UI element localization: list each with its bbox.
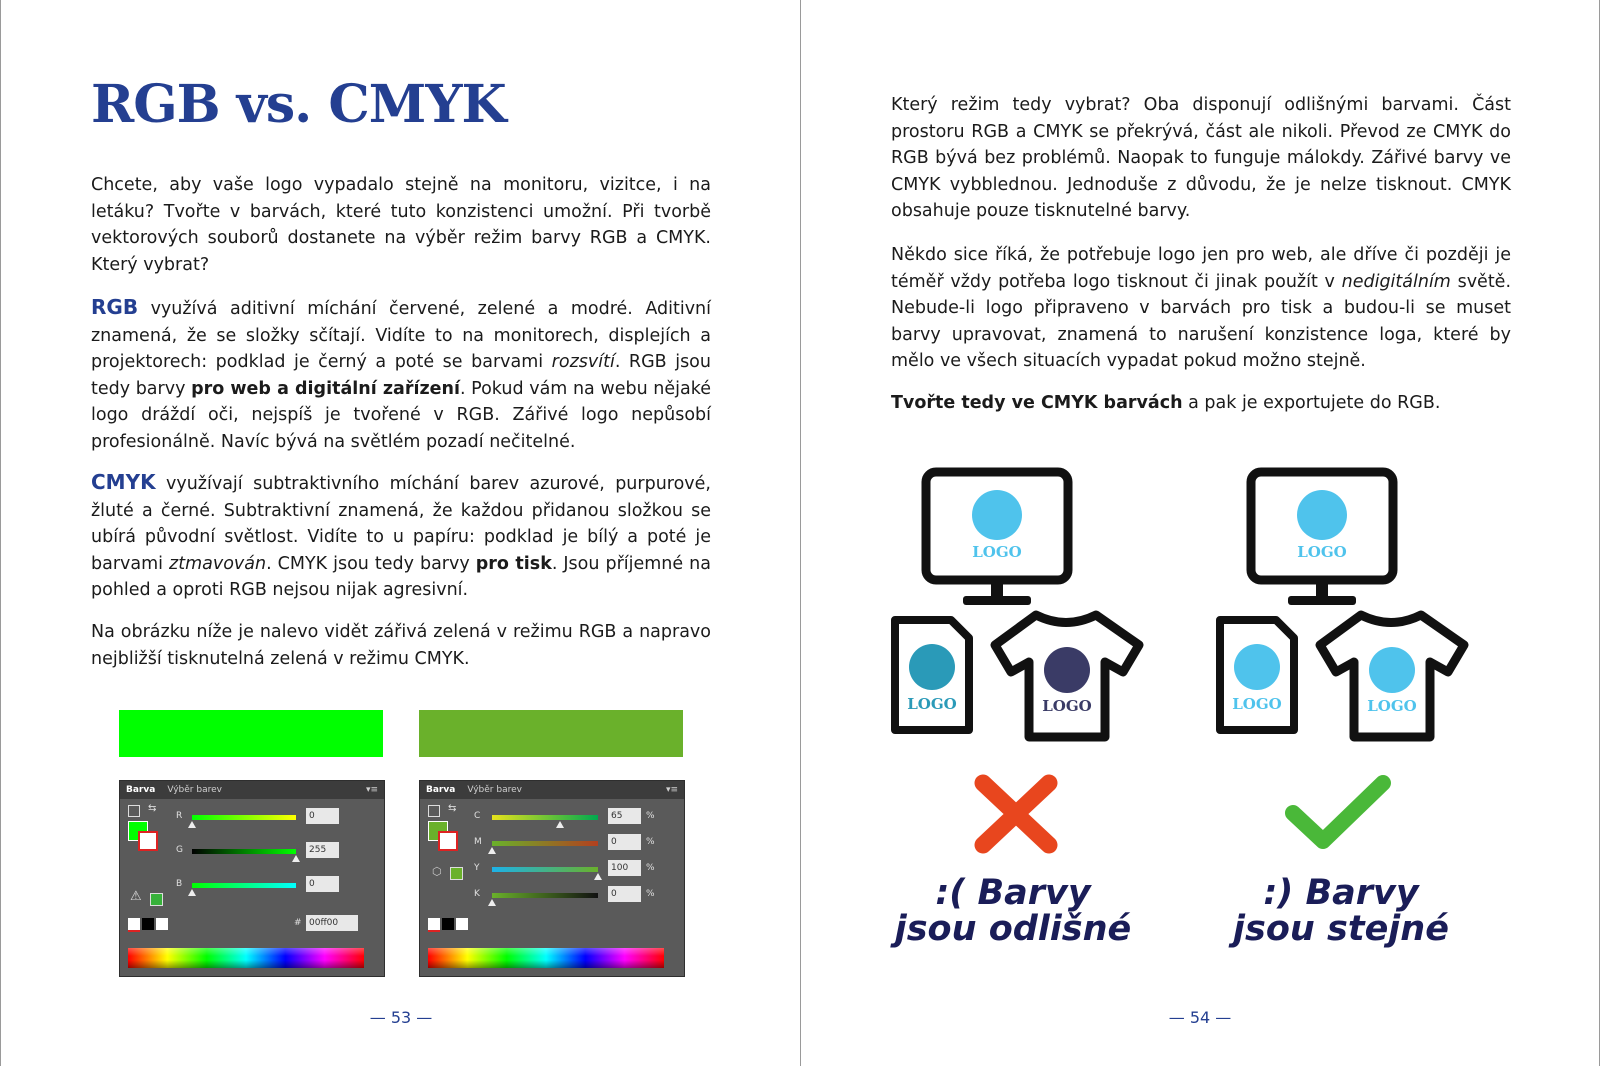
intro-paragraph: Chcete, aby vaše logo vypadalo stejně na monitoru, vizitce, i na letáku? Tvořte v barvách, které tuto konzistenci umožní. Při tvorbě vektorových souborů dostanete na výběr režim barvy RGB a CMYK. Který vybrat? xyxy=(91,175,711,275)
slider-thumb-g[interactable] xyxy=(292,855,300,862)
channel-label-b: B xyxy=(176,879,183,889)
black-color-icon[interactable] xyxy=(142,918,154,930)
slider-thumb-r[interactable] xyxy=(188,821,196,828)
black-color-icon[interactable] xyxy=(442,918,454,930)
monitor-icon xyxy=(1251,472,1393,605)
tab-barva[interactable]: Barva xyxy=(126,785,156,795)
white-color-icon[interactable] xyxy=(456,918,468,930)
cmyk-keyword: CMYK xyxy=(91,470,156,494)
none-color-icon[interactable] xyxy=(428,918,440,932)
channel-label-c: C xyxy=(474,811,481,821)
white-color-icon[interactable] xyxy=(156,918,168,930)
page-title: RGB vs. CMYK xyxy=(91,74,506,135)
paragraph-recommendation: Tvořte tedy ve CMYK barvách a pak je exportujete do RGB. xyxy=(891,393,1441,413)
default-colors-icon[interactable] xyxy=(128,805,140,817)
value-field-y[interactable]: 100 xyxy=(608,860,641,876)
logo-text: LOGO xyxy=(1042,697,1092,715)
logo-text: LOGO xyxy=(1367,697,1417,715)
tab-barva[interactable]: Barva xyxy=(426,785,456,795)
channel-label-y: Y xyxy=(474,863,480,873)
channel-label-g: G xyxy=(176,845,183,855)
panel-menu-icon[interactable]: ▾≡ xyxy=(365,785,378,795)
slider-thumb-k[interactable] xyxy=(488,899,496,906)
monitor-icon xyxy=(926,472,1068,605)
stroke-color-icon[interactable] xyxy=(438,831,458,851)
value-field-k[interactable]: 0 xyxy=(608,886,641,902)
channel-label-k: K xyxy=(474,889,480,899)
right-page xyxy=(800,0,1600,1066)
slider-track-r[interactable] xyxy=(192,815,296,820)
hex-value-field[interactable]: 00ff00 xyxy=(306,915,358,931)
tshirt-icon xyxy=(995,615,1139,737)
verdict-different: :( Barvy jsou odlišné xyxy=(894,873,1132,949)
document-icon xyxy=(895,620,969,730)
value-field-r[interactable]: 0 xyxy=(306,808,339,824)
slider-track-k[interactable] xyxy=(492,893,598,898)
slider-thumb-m[interactable] xyxy=(488,847,496,854)
panel-tabbar xyxy=(420,781,684,799)
cmyk-paragraph: CMYK využívají subtraktivního míchání barev azurové, purpurové, žluté a černé. Subtraktivní znamená, že každou přidanou složkou se ubírá původní světlost. Vidíte to u papíru: podklad je bílý a poté je barvami ztmavován. CMYK jsou tedy barvy pro tisk. Jsou příjemné na pohled a oproti RGB nejsou nijak agresivní. xyxy=(91,470,711,600)
rgb-paragraph: RGB využívá aditivní míchání červené, zelené a modré. Aditivní znamená, že se složky sčítají. Vidíte to na monitorech, displejích a projektorech: podklad je černý a poté se barvami rozsvítí. RGB jsou tedy barvy pro web a digitální zařízení. Pokud vám na webu nějaké logo dráždí oči, nejspíš je tvořené v RGB. Zářivé logo nepůsobí profesionálně. Navíc bývá na světlém pozadí nečitelné. xyxy=(91,295,711,452)
out-of-gamut-warning-icon[interactable]: ⚠ xyxy=(130,889,142,904)
page-number: — 53 — xyxy=(369,1008,433,1027)
channel-label-m: M xyxy=(474,837,482,847)
paragraph-which-mode: Který režim tedy vybrat? Oba disponují odlišnými barvami. Část prostoru RGB a CMYK se překrývá, část ale nikoli. Převod ze CMYK do RGB bývá bez problémů. Naopak to funguje málokdy. Zářivé barvy ve CMYK vybblednou. Jednoduše z důvodu, že je nelze tisknout. CMYK obsahuje pouze tisknutelné barvy. xyxy=(891,95,1511,221)
document-icon xyxy=(1220,620,1294,730)
logo-text: LOGO xyxy=(907,695,957,713)
default-colors-icon[interactable] xyxy=(428,805,440,817)
slider-thumb-b[interactable] xyxy=(188,889,196,896)
cross-icon xyxy=(971,773,1061,855)
logo-text: LOGO xyxy=(972,543,1022,561)
web-safe-cube-icon[interactable]: ⬡ xyxy=(432,865,442,878)
channel-label-r: R xyxy=(176,811,183,821)
stroke-color-icon[interactable] xyxy=(138,831,158,851)
slider-track-g[interactable] xyxy=(192,849,296,854)
slider-thumb-y[interactable] xyxy=(594,873,602,880)
value-field-m[interactable]: 0 xyxy=(608,834,641,850)
caption-paragraph: Na obrázku níže je nalevo vidět zářivá zelená v režimu RGB a napravo nejbližší tisknutelná zelená v režimu CMYK. xyxy=(91,622,711,669)
tab-vyber-barev[interactable]: Výběr barev xyxy=(167,785,222,795)
cmyk-color-panel: Barva Výběr barev ▾≡ ⇆ ⬡ C 65 % M 0 % Y 100 % K 0 % xyxy=(419,780,685,977)
consistent-logo-illustration xyxy=(1206,465,1486,750)
rgb-color-panel xyxy=(119,780,385,977)
rgb-green-swatch xyxy=(119,710,383,757)
verdict-same: :) Barvy jsou stejné xyxy=(1233,873,1449,949)
slider-track-c[interactable] xyxy=(492,815,598,820)
web-safe-color-icon[interactable] xyxy=(450,867,463,880)
value-field-g[interactable]: 255 xyxy=(306,842,339,858)
color-spectrum[interactable] xyxy=(428,948,664,968)
logo-text: LOGO xyxy=(1232,695,1282,713)
inconsistent-logo-illustration xyxy=(881,465,1161,750)
tab-vyber-barev[interactable]: Výběr barev xyxy=(467,785,522,795)
cmyk-green-swatch xyxy=(419,710,683,757)
logo-text: LOGO xyxy=(1297,543,1347,561)
tshirt-icon xyxy=(1320,615,1464,737)
panel-tabbar xyxy=(120,781,384,799)
gamut-color-icon[interactable] xyxy=(150,893,163,906)
value-field-b[interactable]: 0 xyxy=(306,876,339,892)
rgb-keyword: RGB xyxy=(91,295,139,319)
hex-label: # xyxy=(294,918,302,928)
slider-track-b[interactable] xyxy=(192,883,296,888)
panel-menu-icon[interactable]: ▾≡ xyxy=(665,785,678,795)
paragraph-print-need: Někdo sice říká, že potřebuje logo jen pro web, ale dříve či později je téměř vždy potřeba logo tisknout či jinak použít v nedigitálním světě. Nebude-li logo připraveno v barvách pro tisk a budou-li se muset barvy upravovat, znamená to narušení konzistence loga, které by mělo ve všech situacích vypadat pokud možno stejně. xyxy=(891,245,1512,371)
slider-track-y[interactable] xyxy=(492,867,598,872)
swap-icon[interactable]: ⇆ xyxy=(148,803,157,814)
slider-thumb-c[interactable] xyxy=(556,821,564,828)
value-field-c[interactable]: 65 xyxy=(608,808,641,824)
check-icon xyxy=(1281,773,1396,855)
swap-icon[interactable]: ⇆ xyxy=(448,803,457,814)
color-spectrum[interactable] xyxy=(128,948,364,968)
page-number: — 54 — xyxy=(1168,1008,1232,1027)
slider-track-m[interactable] xyxy=(492,841,598,846)
none-color-icon[interactable] xyxy=(128,918,140,932)
